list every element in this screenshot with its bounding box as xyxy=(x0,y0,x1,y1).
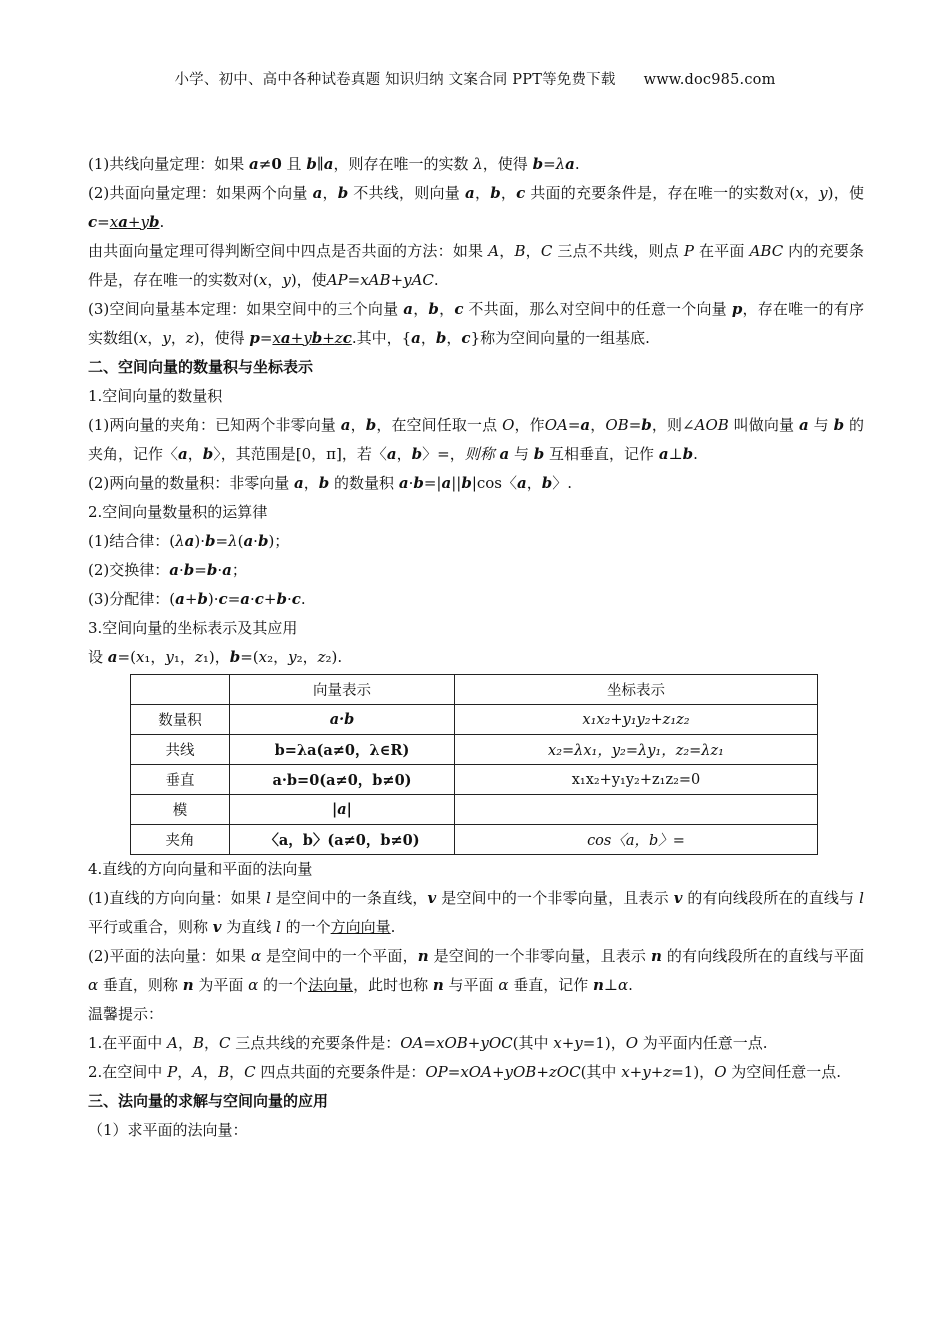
table-cell xyxy=(455,795,818,825)
table-cell: a·b=0(a≠0，b≠0) xyxy=(230,765,455,795)
tip-2: 2.在空间中 P，A，B，C 四点共面的充要条件是：OP=xOA+yOB+zOC(其中 x+y+z=1)，O 为空间任意一点. xyxy=(88,1063,842,1081)
law-commutative: (2)交换律：a·b=b·a； xyxy=(88,561,247,579)
section2-sub1: 1.空间向量的数量积 xyxy=(88,387,223,405)
normal-vector-definition: (2)平面的法向量：如果 α 是空间中的一个平面，n 是空间的一个非零向量，且表示 n 的有向线段所在的直线与平面 α 垂直，则称 n 为平面 α 的一个法向量，此时也称 n 与平面 α 垂直，记作 n⊥α. xyxy=(88,947,864,994)
dot-product-definition: (2)两向量的数量积：非零向量 a，b 的数量积 a·b=|a||b|cos〈a，b〉. xyxy=(88,474,573,492)
table-cell: a·b xyxy=(230,705,455,735)
collinear-theorem: (1)共线向量定理：如果 a≠0 且 b∥a，则存在唯一的实数 λ，使得 b=λa. xyxy=(88,155,580,173)
table-cell: 垂直 xyxy=(131,765,230,795)
table-header-cell: 坐标表示 xyxy=(455,675,818,705)
section2-sub4: 4.直线的方向向量和平面的法向量 xyxy=(88,860,313,878)
law-associative: (1)结合律：(λa)·b=λ(a·b)； xyxy=(88,532,290,550)
section2-sub2: 2.空间向量数量积的运算律 xyxy=(88,503,268,521)
table-cell: x₁x₂+y₁y₂+z₁z₂ xyxy=(455,705,818,735)
table-cell: x₁x₂+y₁y₂+z₁z₂=0 xyxy=(455,765,818,795)
section3-heading: 三、法向量的求解与空间向量的应用 xyxy=(88,1092,329,1110)
coplanar-method: 由共面向量定理可得判断空间中四点是否共面的方法：如果 A，B，C 三点不共线，则点 P 在平面 ABC 内的充要条件是，存在唯一的实数对(x，y)，使AP=xAB+yAC. xyxy=(88,242,864,289)
document-body xyxy=(88,150,864,1145)
table-cell: cos〈a，b〉= xyxy=(455,825,818,855)
table-cell: 模 xyxy=(131,795,230,825)
basis-theorem: (3)空间向量基本定理：如果空间中的三个向量 a，b，c 不共面，那么对空间中的任意一个向量 p，存在唯一的有序实数组(x，y，z)，使得 p=xa+yb+zc.其中，{a，b，c}称为空间向量的一组基底. xyxy=(88,300,864,347)
section3-item1: （1）求平面的法向量： xyxy=(88,1121,248,1139)
table-cell: |a| xyxy=(230,795,455,825)
coordinate-table xyxy=(130,674,818,855)
table-cell: x₂=λx₁，y₂=λy₁，z₂=λz₁ xyxy=(455,735,818,765)
coordinate-setup: 设 a=(x₁，y₁，z₁)，b=(x₂，y₂，z₂). xyxy=(88,648,343,666)
header-title: 小学、初中、高中各种试卷真题 知识归纳 文案合同 PPT等免费下载 xyxy=(174,72,616,88)
tip-title: 温馨提示： xyxy=(88,1005,164,1023)
table-header-cell: 向量表示 xyxy=(230,675,455,705)
header-url: www.doc985.com xyxy=(643,72,776,88)
table-cell: 数量积 xyxy=(131,705,230,735)
table-header-row xyxy=(131,675,818,705)
page-header xyxy=(0,68,950,89)
table-cell: 夹角 xyxy=(131,825,230,855)
table-header-cell xyxy=(131,675,230,705)
table-row xyxy=(131,705,818,735)
table-row xyxy=(131,795,818,825)
table-cell: b=λa(a≠0，λ∈R) xyxy=(230,735,455,765)
law-distributive: (3)分配律：(a+b)·c=a·c+b·c. xyxy=(88,590,306,608)
coplanar-theorem: (2)共面向量定理：如果两个向量 a，b 不共线，则向量 a，b，c 共面的充要条件是，存在唯一的实数对(x，y)，使 c=xa+yb. xyxy=(88,184,864,231)
direction-vector-definition: (1)直线的方向向量：如果 l 是空间中的一条直线，v 是空间中的一个非零向量，且表示 v 的有向线段所在的直线与 l 平行或重合，则称 v 为直线 l 的一个方向向量. xyxy=(88,889,864,936)
table-cell: 共线 xyxy=(131,735,230,765)
tip-1: 1.在平面中 A，B，C 三点共线的充要条件是：OA=xOB+yOC(其中 x+y=1)，O 为平面内任意一点. xyxy=(88,1034,768,1052)
section2-heading: 二、空间向量的数量积与坐标表示 xyxy=(88,358,314,376)
angle-definition: (1)两向量的夹角：已知两个非零向量 a，b，在空间任取一点 O，作OA=a，OB=b，则∠AOB 叫做向量 a 与 b 的夹角，记作〈a，b〉，其范围是[0，π]，若〈a，b〉=，则称 a 与 b 互相垂直，记作 a⊥b. xyxy=(88,416,864,463)
section2-sub3: 3.空间向量的坐标表示及其应用 xyxy=(88,619,298,637)
table-cell: 〈a，b〉(a≠0，b≠0) xyxy=(230,825,455,855)
table-row xyxy=(131,735,818,765)
table-row xyxy=(131,765,818,795)
table-row xyxy=(131,825,818,855)
